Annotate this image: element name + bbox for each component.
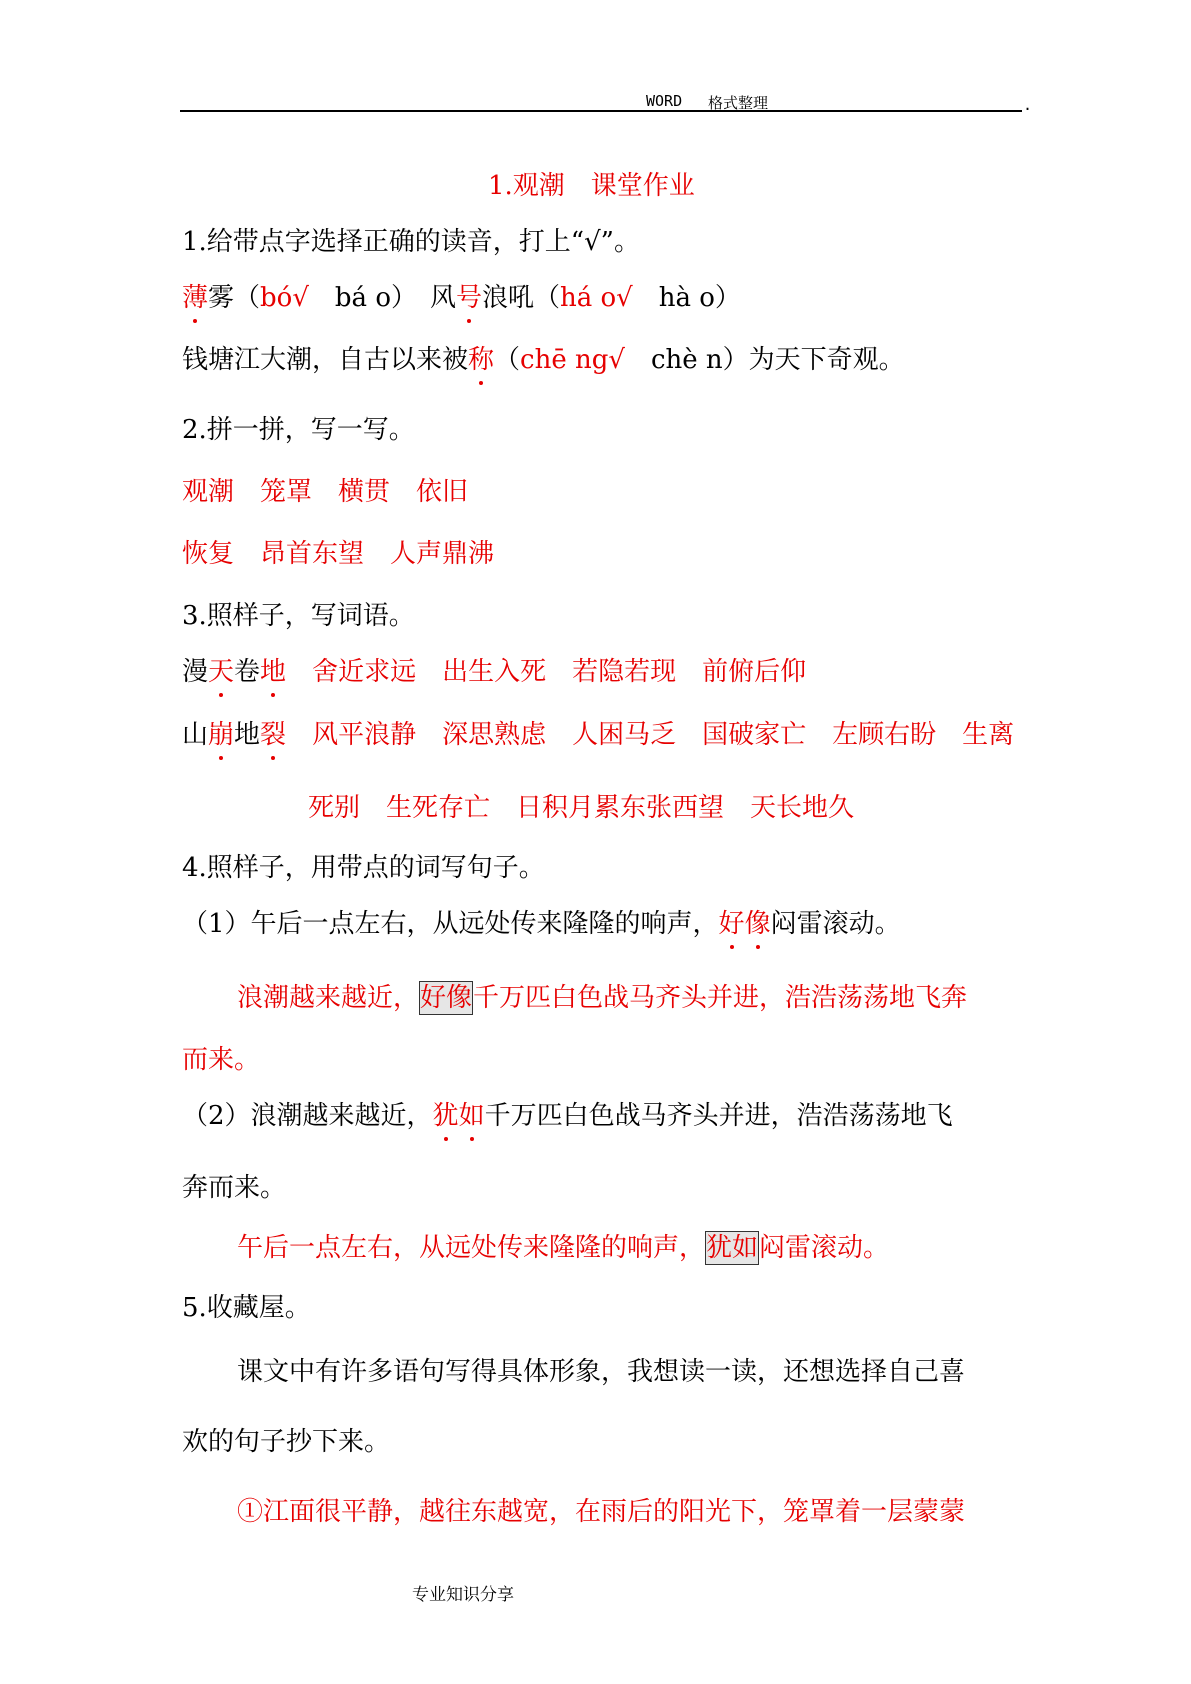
q1-text: 浪吼（ <box>482 283 561 313</box>
q4-text: 千万匹白色战马齐头并进，浩浩荡荡地飞 <box>484 1101 953 1131</box>
dotted-char: 犹 <box>432 1101 459 1131</box>
q4-text: （2）浪潮越来越近， <box>182 1101 433 1131</box>
q5-text-line1: 课文中有许多语句写得具体形象，我想读一读，还想选择自己喜 <box>237 1357 966 1387</box>
dotted-char: 像 <box>744 909 771 939</box>
q4-prompt: 4.照样子，用带点的词写句子。 <box>182 853 545 883</box>
highlighted-word: 好像 <box>420 983 473 1013</box>
q4-text: 闷雷滚动。 <box>759 1233 890 1263</box>
q3-example-char: 地 <box>234 720 261 750</box>
dotted-char: 天 <box>208 657 235 687</box>
q4-sentence2 <box>182 1100 953 1132</box>
q4-answer2 <box>237 1232 889 1264</box>
q1-line3 <box>182 344 905 376</box>
header-left: WORD <box>646 92 683 110</box>
q3-answers-cont: 死别 生死存亡 日积月累东张西望 天长地久 <box>308 793 855 823</box>
dotted-char: 如 <box>458 1101 485 1131</box>
q1-line2 <box>182 282 741 314</box>
q4-answer1-cont: 而来。 <box>182 1045 261 1075</box>
dotted-char: 崩 <box>208 720 235 750</box>
highlighted-word: 犹如 <box>706 1233 759 1263</box>
dotted-char: 称 <box>468 345 495 375</box>
q1-prompt: 1.给带点字选择正确的读音，打上“√”。 <box>182 227 640 257</box>
q1-text: hà o） <box>632 283 741 313</box>
q1-answer: chē ng√ <box>520 345 625 375</box>
q3-line1 <box>182 656 806 688</box>
q3-example-char: 山 <box>182 720 209 750</box>
q3-answers: 舍近求远 出生入死 若隐若现 前俯后仰 <box>312 657 807 687</box>
q1-text: 钱塘江大潮，自古以来被 <box>182 345 469 375</box>
q2-answer-line2: 恢复 昂首东望 人声鼎沸 <box>182 539 495 569</box>
q4-text: 闷雷滚动。 <box>770 909 901 939</box>
q4-dotted-word <box>433 1101 485 1131</box>
header-rule <box>180 110 1022 112</box>
q1-answer: há o√ <box>560 283 633 313</box>
q3-prompt: 3.照样子，写词语。 <box>182 601 415 631</box>
q3-example-char: 漫 <box>182 657 209 687</box>
q4-answer1 <box>237 982 967 1014</box>
q4-sentence1 <box>182 908 901 940</box>
q1-text: （ <box>494 345 521 375</box>
q1-text: bá o） 风 <box>308 283 456 313</box>
q3-answers: 风平浪静 深思熟虑 人困马乏 国破家亡 左顾右盼 生离 <box>312 720 1015 750</box>
q4-text: （1）午后一点左右，从远处传来隆隆的响声， <box>182 909 719 939</box>
header-mark: . <box>1023 96 1033 114</box>
q2-prompt: 2.拼一拼，写一写。 <box>182 415 415 445</box>
q5-answer-line1: ①江面很平静，越往东越宽，在雨后的阳光下，笼罩着一层蒙蒙 <box>237 1497 966 1527</box>
dotted-char: 好 <box>718 909 745 939</box>
q4-text: 浪潮越来越近， <box>237 983 420 1013</box>
q5-text-line2: 欢的句子抄下来。 <box>182 1427 391 1457</box>
q3-example-char: 卷 <box>234 657 261 687</box>
q1-answer: bó√ <box>260 283 309 313</box>
q4-text: 千万匹白色战马齐头并进，浩浩荡荡地飞奔 <box>473 983 968 1013</box>
page-title: 1.观潮 课堂作业 <box>488 171 695 201</box>
dotted-char: 薄 <box>182 283 209 313</box>
q4-text: 午后一点左右，从远处传来隆隆的响声， <box>237 1233 706 1263</box>
header-right: 格式整理 <box>708 94 769 112</box>
dotted-char: 裂 <box>260 720 287 750</box>
footer-text: 专业知识分享 <box>412 1585 514 1605</box>
dotted-char: 号 <box>455 283 482 313</box>
q1-text: 雾（ <box>208 283 261 313</box>
dotted-char: 地 <box>260 657 287 687</box>
q3-line2 <box>182 719 1014 751</box>
q4-dotted-word <box>719 909 771 939</box>
q4-sentence2-cont: 奔而来。 <box>182 1173 287 1203</box>
q5-prompt: 5.收藏屋。 <box>182 1293 311 1323</box>
q1-text: chè n）为天下奇观。 <box>624 345 905 375</box>
q2-answer-line1: 观潮 笼罩 横贯 依旧 <box>182 477 469 507</box>
